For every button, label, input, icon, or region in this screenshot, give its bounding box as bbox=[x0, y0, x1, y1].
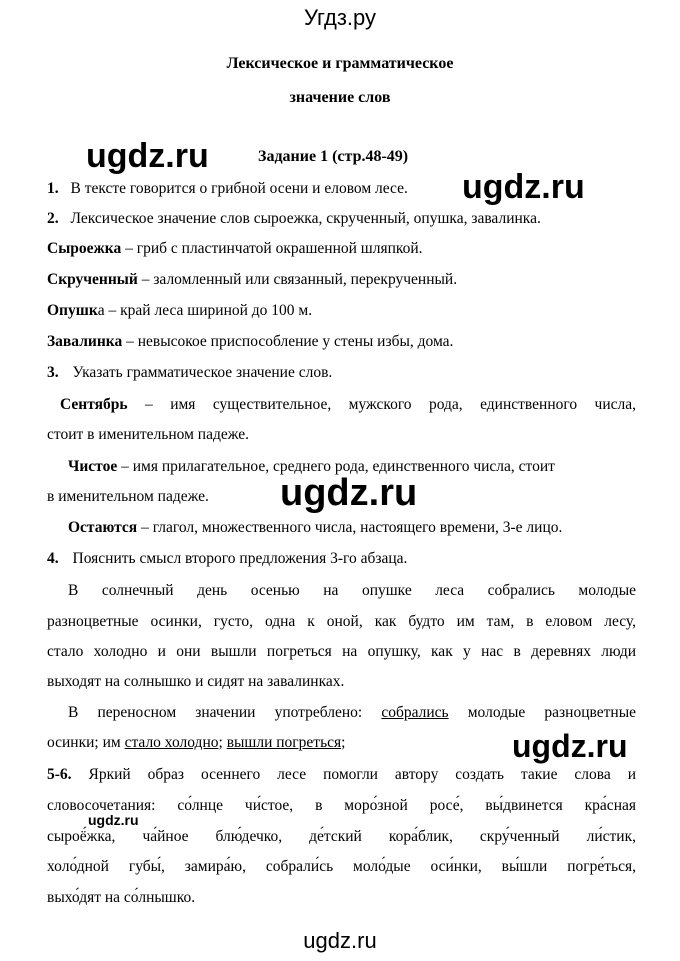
underlined-phrase: стало холодно bbox=[124, 734, 219, 751]
definition bbox=[47, 333, 453, 351]
definition bbox=[47, 271, 457, 289]
figurative-line bbox=[47, 734, 345, 752]
grammar-continuation: в именительном падеже. bbox=[47, 488, 209, 505]
definition-text: а – край леса шириной до 100 м. bbox=[97, 302, 313, 319]
item-number: 2. bbox=[47, 210, 59, 227]
definition-text: – невысокое приспособление у стены избы, дома. bbox=[122, 333, 454, 350]
item-text: Указать грамматическое значение слов. bbox=[72, 364, 333, 381]
grammar-term: Остаются bbox=[68, 519, 138, 536]
figurative-text: осинки; им bbox=[47, 734, 125, 751]
answer-line: сыроё́жка, ча́йное блю́дечко, де́тский кора́блик, скру́ченный ли́стик, bbox=[47, 828, 636, 845]
grammar-continuation: стоит в именительном падеже. bbox=[47, 426, 249, 443]
underlined-phrase: вышли погреться bbox=[226, 734, 342, 751]
answer-line bbox=[47, 766, 636, 784]
paragraph-line: выходят на солнышко и сидят на завалинках. bbox=[47, 673, 345, 690]
answer-text: Яркий образ осеннего лесе помогли автору создать такие слова и bbox=[71, 766, 636, 783]
answer-line: холо́дной губы́, замира́ю, собрали́сь моло́дые оси́нки, вы́шли погре́ться, bbox=[47, 858, 636, 875]
definition-text: – заломленный или связанный, перекрученный. bbox=[137, 271, 458, 288]
watermark: ugdz.ru bbox=[280, 472, 418, 514]
definition bbox=[47, 240, 423, 258]
watermark: ugdz.ru bbox=[303, 928, 377, 953]
list-item bbox=[47, 364, 332, 382]
item-number: 1. bbox=[47, 180, 59, 197]
item-text: Пояснить смысл второго предложения 3-го абзаца. bbox=[72, 550, 408, 567]
definition-term: Опушк bbox=[47, 302, 98, 319]
figurative-text: В переносном значении употреблено: bbox=[68, 704, 382, 721]
watermark: ugdz.ru bbox=[88, 812, 139, 828]
answer-line: словосочетания: со́лнце чи́стое, в моро́зной росе́, вы́двинется кра́сная bbox=[47, 797, 636, 814]
figurative-text: ; bbox=[341, 734, 346, 751]
underlined-phrase: собрались bbox=[381, 704, 449, 721]
paragraph-line: В солнечный день осенью на опушке леса собрались молодые bbox=[68, 582, 636, 599]
figurative-line bbox=[68, 704, 636, 722]
item-number: 3. bbox=[47, 364, 59, 381]
page-title-line1: Лексическое и грамматическое bbox=[226, 55, 454, 72]
watermark: ugdz.ru bbox=[512, 728, 628, 764]
definition-term: Скрученный bbox=[47, 271, 138, 288]
definition-term: Завалинка bbox=[47, 333, 123, 350]
item-text: В тексте говорится о грибной осени и еловом лесе. bbox=[70, 180, 408, 197]
grammar-entry bbox=[60, 396, 636, 414]
grammar-text: – имя существительное, мужского рода, единственного числа, bbox=[127, 396, 636, 413]
definition-term: Сыроежка bbox=[47, 240, 122, 257]
grammar-term: Сентябрь bbox=[60, 396, 128, 413]
paragraph-line: стало холодно и они вышли погреться на опушку, как у нас в деревнях люди bbox=[47, 643, 636, 660]
grammar-term: Чистое bbox=[68, 458, 118, 475]
grammar-text: – имя прилагательное, среднего рода, единственного числа, стоит bbox=[117, 458, 555, 475]
figurative-text: ; bbox=[218, 734, 227, 751]
definition bbox=[47, 302, 312, 320]
grammar-text: – глагол, множественного числа, настоящего времени, 3-е лицо. bbox=[137, 519, 563, 536]
item-number: 4. bbox=[47, 550, 59, 567]
definition-text: – гриб с пластинчатой окрашенной шляпкой. bbox=[121, 240, 423, 257]
item-text: Лексическое значение слов сыроежка, скрученный, опушка, завалинка. bbox=[70, 210, 541, 227]
site-header: Угдз.ру bbox=[303, 5, 377, 30]
grammar-entry bbox=[68, 519, 562, 537]
list-item bbox=[47, 210, 541, 228]
watermark: ugdz.ru bbox=[462, 168, 585, 206]
task-heading: Задание 1 (стр.48-49) bbox=[258, 148, 409, 165]
paragraph-line: разноцветные осинки, густо, одна к оной, как будто им там, в еловом лесу, bbox=[47, 613, 636, 630]
item-number: 5-6. bbox=[47, 766, 72, 783]
page-title-line2: значение слов bbox=[289, 89, 391, 106]
answer-line: выхо́дят на со́лнышко. bbox=[47, 889, 196, 906]
figurative-text: молодые разноцветные bbox=[448, 704, 636, 721]
list-item bbox=[47, 550, 407, 568]
watermark: ugdz.ru bbox=[86, 137, 209, 175]
list-item bbox=[47, 180, 408, 198]
